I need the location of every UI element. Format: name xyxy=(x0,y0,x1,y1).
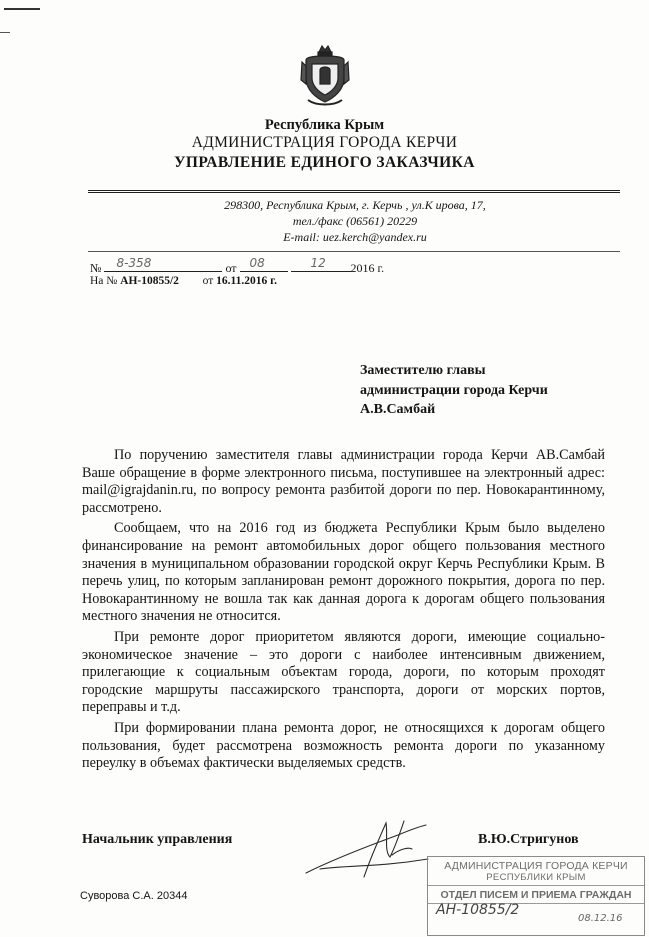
reference-number: АН-10855/2 xyxy=(120,275,179,287)
body-paragraph-1: По поручению заместителя главы администрации города Керчи АВ.Самбай Ваше обращение в форме электронного письма, поступившее на электронный адрес: mail@igrajdanin.ru, по вопросу ремонта разбитой дороги по пер. Новокарантинному, рассмотрено. xyxy=(82,447,605,516)
body-paragraph-3: При ремонте дорог приоритетом являются дороги, имеющие социально-экономическое значение – это дороги с наиболее интенсивным движением, прилегающие к социальным объектам города, дороги, по которым проходят городские маршруты пассажирского транспорта, дороги от морских портов, переправы и т.д. xyxy=(82,628,605,716)
signatory-title: Начальник управления xyxy=(82,832,233,847)
address-email: E-mail: uez.kerch@yandex.ru xyxy=(283,230,427,244)
reference-from-label: от xyxy=(202,275,214,287)
reference-date: 16.11.2016 г. xyxy=(216,275,277,287)
addressee-line-2: администрации города Керчи xyxy=(360,382,548,398)
stamp-handwritten-ref: АН-10855/2 xyxy=(436,902,520,918)
body-paragraph-2: Сообщаем, что на 2016 год из бюджета Республики Крым было выделено финансирование на ремонт автомобильных дорог общего пользования местного значения в муниципальном образовании городской округ Керчь Республики Крым. В перечь улиц, по которым запланирован ремонт дорожного покрытия, дорога по пер. Новокарантинному не вошла так как данная дорога к дорогам общего пользования местного значения не относится. xyxy=(82,520,605,625)
address-line-1: 298300, Республика Крым, г. Керчь , ул.К ирова, 17, xyxy=(224,198,486,212)
outgoing-day-field xyxy=(240,256,288,272)
stamp-handwritten-date: 08.12.16 xyxy=(578,913,623,924)
outgoing-number-field xyxy=(104,256,222,272)
header-divider-bottom xyxy=(88,192,620,193)
reference-line xyxy=(90,275,277,287)
registration-stamp xyxy=(427,856,645,936)
outgoing-day-handwritten: 08 xyxy=(249,256,265,270)
stamp-line-1: АДМИНИСТРАЦИЯ ГОРОДА КЕРЧИ xyxy=(444,860,628,872)
coat-of-arms-emblem xyxy=(298,44,352,108)
corner-mark-small xyxy=(0,32,10,33)
header-divider-top xyxy=(88,190,620,191)
outgoing-from-label: от xyxy=(225,261,237,275)
header-republic: Республика Крым xyxy=(264,117,385,133)
outgoing-number-line xyxy=(90,256,385,276)
outgoing-month-handwritten: 12 xyxy=(310,256,326,270)
stamp-line-3: ОТДЕЛ ПИСЕМ И ПРИЕМА ГРАЖДАН xyxy=(428,889,644,904)
stamp-line-2: РЕСПУБЛИКИ КРЫМ xyxy=(428,872,644,886)
address-line-2: тел./факс (06561) 20229 xyxy=(292,214,418,228)
signatory-name: В.Ю.Стригунов xyxy=(478,832,579,847)
outgoing-number-handwritten: 8-358 xyxy=(116,256,152,270)
reference-label: На № xyxy=(90,275,118,287)
executor-contact: Суворова С.А. 20344 xyxy=(80,890,188,902)
outgoing-year: 2016 г. xyxy=(350,261,385,275)
letter-body xyxy=(82,447,605,776)
outgoing-month-field xyxy=(291,256,351,272)
addressee-line-1: Заместителю главы xyxy=(360,363,486,378)
body-paragraph-4: При формировании плана ремонта дорог, не относящихся к дорогам общего пользования, будет рассмотрена возможность ремонта дороги по указанному переулку в объемах фактически выделяемых средств. xyxy=(82,719,605,772)
header-administration: АДМИНИСТРАЦИЯ ГОРОДА КЕРЧИ xyxy=(191,134,458,151)
addressee-block xyxy=(360,361,548,420)
corner-mark xyxy=(4,8,40,10)
header-department: УПРАВЛЕНИЕ ЕДИНОГО ЗАКАЗЧИКА xyxy=(174,154,475,171)
outgoing-no-label: № xyxy=(90,261,102,275)
addressee-name: А.В.Самбай xyxy=(360,402,436,417)
address-divider xyxy=(88,251,620,252)
